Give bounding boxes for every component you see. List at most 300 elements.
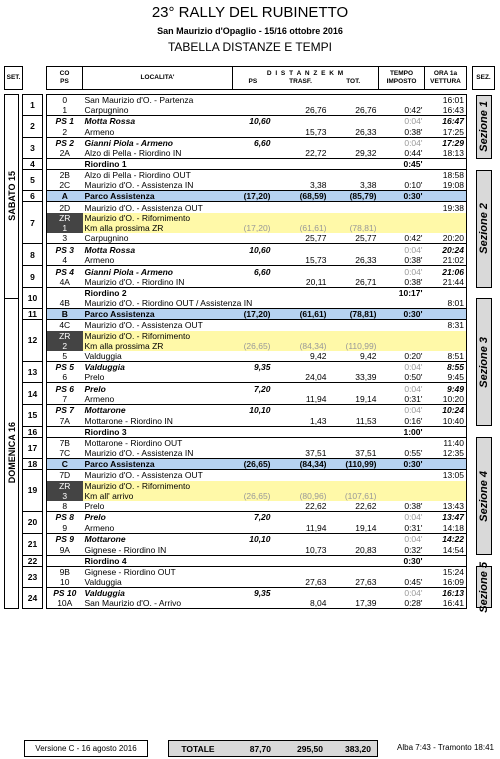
cell-tot <box>329 383 379 394</box>
cell-tot: 9,42 <box>359 350 377 361</box>
cell-cps: ZR <box>47 481 83 491</box>
cell-loc: Alzo di Pella - Riordino OUT <box>83 170 233 181</box>
table-row <box>5 298 495 309</box>
cell-ps <box>233 437 273 448</box>
cell-ps <box>233 277 273 288</box>
section-column <box>473 95 495 159</box>
cell-ora: 16:09 <box>425 577 467 588</box>
cell-tempo: 0:30' <box>379 458 425 469</box>
cell-ora: 16:43 <box>425 105 467 116</box>
cell-tras: 10,73 <box>305 544 327 555</box>
cell-tot <box>329 555 379 566</box>
cell-ps <box>233 394 273 405</box>
section-column <box>473 561 495 613</box>
cell-tras: (61,61) <box>273 223 329 233</box>
cell-ora: 17:25 <box>425 127 467 138</box>
set-number: 4 <box>23 159 43 170</box>
cell-tempo: 0:04' <box>379 587 425 598</box>
cell-tras <box>273 533 329 545</box>
cell-loc: Maurizio d'O. - Assistenza OUT <box>83 320 233 331</box>
table-row <box>5 127 495 138</box>
cell-loc: Maurizio d'O. - Riordino IN <box>84 277 185 287</box>
cell-ps: 6,60 <box>233 137 273 148</box>
cell-tras: (84,34) <box>273 341 329 351</box>
cell-ps: 7,20 <box>233 511 273 523</box>
cell-ora <box>425 331 467 341</box>
cell-ora: 8:55 <box>425 361 467 372</box>
cell-ps: 9,35 <box>233 361 273 372</box>
cell-ps <box>233 566 273 577</box>
cell-ps: (26,65) <box>233 341 273 351</box>
cell-ps: (26,65) <box>233 458 273 469</box>
cell-tras <box>273 511 329 523</box>
cell-tempo: 0:04' <box>379 266 425 278</box>
cell-cps: A <box>47 191 83 202</box>
cell-tras: 1,43 <box>309 415 327 426</box>
cell-ps <box>233 331 273 341</box>
cell-ps <box>233 426 273 437</box>
cell-tempo: 1:00' <box>379 426 425 437</box>
table-row <box>5 202 495 214</box>
cell-tras: 24,04 <box>305 372 327 383</box>
table-row <box>5 566 495 577</box>
cell-tras <box>273 587 329 598</box>
cell-ps <box>233 501 273 512</box>
version-box <box>24 740 148 757</box>
cell-ora <box>425 223 467 233</box>
cell-tempo <box>379 95 425 106</box>
cell-tot <box>329 533 379 545</box>
cell-cps <box>47 159 83 170</box>
set-number: 20 <box>23 511 43 533</box>
cell-tot <box>329 320 379 331</box>
cell-tempo <box>379 331 425 341</box>
cell-tras: 3,38 <box>309 180 327 190</box>
cell-tempo: 0:04' <box>379 511 425 523</box>
cell-ps: 9,35 <box>233 587 273 598</box>
cell-tras: 11,94 <box>305 522 327 533</box>
cell-tras: (61,61) <box>273 309 329 320</box>
cell-loc: Prelo <box>84 500 105 511</box>
col-distanze <box>233 67 379 90</box>
cell-tempo: 0:04' <box>379 404 425 415</box>
set-number: 3 <box>23 137 43 159</box>
cell-loc: Gignese - Riordino IN <box>84 544 167 555</box>
cell-cps <box>47 555 83 566</box>
cell-loc: Gignese - Riordino OUT <box>83 566 233 577</box>
cell-tempo <box>379 341 425 351</box>
cell-ora: 21:02 <box>425 255 467 266</box>
table-row <box>5 191 495 202</box>
cell-ps: (17,20) <box>233 191 273 202</box>
cell-ora: 10:20 <box>425 394 467 405</box>
cell-tot <box>329 426 379 437</box>
cell-loc: Valduggia <box>84 576 122 587</box>
cell-ora: 10:24 <box>425 404 467 415</box>
cell-tras: 9,42 <box>309 350 327 361</box>
section-label-box <box>476 437 492 555</box>
cell-loc: Carpugnino <box>84 105 129 115</box>
cell-loc: Maurizio d'O. - Rifornimento <box>83 331 233 341</box>
table-row <box>5 383 495 394</box>
cell-tot <box>329 361 379 372</box>
cell-cps: B <box>47 309 83 320</box>
cell-ps <box>233 148 273 159</box>
table-row <box>5 331 495 341</box>
cell-ora <box>425 309 467 320</box>
set-number: 17 <box>23 437 43 458</box>
set-number: 7 <box>23 202 43 244</box>
cell-ps <box>233 481 273 491</box>
cell-cps: 2A <box>47 148 83 159</box>
section-label-box <box>476 298 492 426</box>
set-number: 15 <box>23 404 43 426</box>
cell-tempo: 0:10' <box>404 180 423 190</box>
table-row <box>5 95 495 106</box>
cell-tempo <box>379 298 425 309</box>
cell-tempo: 0:50' <box>404 372 423 383</box>
cell-loc: Mottarone - Riordino IN <box>84 415 173 426</box>
cell-tras <box>273 426 329 437</box>
document-title: 23° RALLY DEL RUBINETTO <box>151 4 349 21</box>
cell-tras <box>273 116 329 127</box>
cell-tras: 15,73 <box>305 255 327 265</box>
cell-cps: 7A <box>47 416 83 427</box>
cell-cps: 8 <box>47 501 83 512</box>
cell-tot <box>329 481 379 491</box>
cell-ps <box>233 555 273 566</box>
cell-tot <box>329 511 379 523</box>
table-row <box>5 491 495 501</box>
cell-ora: 9:49 <box>425 383 467 394</box>
cell-tot <box>329 202 379 214</box>
cell-tempo: 0:28' <box>379 598 425 609</box>
cell-tot <box>329 331 379 341</box>
cell-tempo: 0:31' <box>404 393 423 404</box>
cell-ora: 16:47 <box>425 116 467 127</box>
cell-tras <box>273 213 329 223</box>
cell-loc: Mottarone - Riordino OUT <box>83 437 233 448</box>
cell-ora: 21:06 <box>425 266 467 278</box>
cell-tempo: 0:45' <box>379 159 425 170</box>
cell-ps <box>233 95 273 106</box>
set-number: 24 <box>23 587 43 608</box>
set-number: 9 <box>23 266 43 288</box>
cell-loc: Maurizio d'O. - Rifornimento <box>83 481 233 491</box>
cell-ora: 14:18 <box>425 523 467 534</box>
cell-tras <box>273 437 329 448</box>
cell-ora: 17:29 <box>425 137 467 148</box>
total-transfer-km: 295,50 <box>297 743 323 754</box>
cell-ps: (17,20) <box>233 223 273 233</box>
table-row <box>5 213 495 223</box>
cell-ora: 13:47 <box>425 511 467 523</box>
cell-tras: (68,59) <box>273 191 329 202</box>
cell-tempo <box>379 213 425 223</box>
set-number: 14 <box>23 383 43 405</box>
cell-cps: 10A <box>47 598 83 609</box>
cell-loc: Gianni Piola - Armeno <box>83 137 233 148</box>
set-number: 19 <box>23 469 43 511</box>
cell-loc: Prelo <box>83 383 233 394</box>
col-sez: SEZ. <box>473 67 495 90</box>
cell-ora: 18:58 <box>425 170 467 181</box>
set-number: 23 <box>23 566 43 587</box>
set-number: 10 <box>23 288 43 309</box>
cell-ora <box>425 491 467 501</box>
totals-box <box>168 740 378 757</box>
cell-ora: 10:40 <box>425 416 467 427</box>
cell-cps: 9A <box>47 545 83 556</box>
cell-loc: Carpugnino <box>84 233 129 243</box>
cell-tempo: 0:45' <box>404 576 423 587</box>
cell-ps: (17,20) <box>233 309 273 320</box>
cell-loc: Riordino 2 <box>83 288 233 299</box>
cell-cps: 4B <box>47 298 83 309</box>
trasf-label: TRASF. <box>289 78 312 85</box>
cell-loc: San Maurizio d'O. - Arrivo <box>83 598 233 609</box>
cell-tras <box>273 404 329 415</box>
cell-tot: 11,53 <box>355 415 377 426</box>
cell-tras: (80,96) <box>273 491 329 501</box>
cell-tras: 8,04 <box>273 598 329 609</box>
cell-tras: 20,11 <box>305 277 327 287</box>
cell-loc: Km all' arrivo <box>83 491 233 501</box>
cell-tot: (110,99) <box>329 458 379 469</box>
cell-tras: 25,77 <box>305 233 327 243</box>
cell-ora: 20:24 <box>425 244 467 256</box>
cell-tras <box>273 95 329 106</box>
cell-ora: 18:13 <box>425 148 467 159</box>
cell-tras <box>273 481 329 491</box>
cell-tras <box>273 383 329 394</box>
cell-tempo <box>379 202 425 214</box>
cell-tot: 19,14 <box>355 393 377 404</box>
cell-ora <box>425 191 467 202</box>
ps-label: PS <box>248 78 258 85</box>
sunday-label: DOMENICA 16 <box>6 422 17 484</box>
cell-ps <box>233 320 273 331</box>
col-set: SET. <box>5 67 23 90</box>
cell-loc: Mottarone <box>83 533 233 545</box>
cell-ps <box>233 598 273 609</box>
table-row <box>5 523 495 534</box>
version-label: Versione C - 16 agosto 2016 <box>35 744 137 753</box>
cell-tot <box>329 137 379 148</box>
table-row <box>5 458 495 469</box>
table-title: TABELLA DISTANZE E TEMPI <box>167 40 333 54</box>
table-row <box>5 598 495 609</box>
cell-ps <box>233 351 273 362</box>
cell-tras <box>273 361 329 372</box>
cell-tras <box>273 170 329 181</box>
cell-cps: ZR <box>47 331 83 341</box>
set-number: 18 <box>23 458 43 469</box>
cell-tot: 26,33 <box>355 126 377 137</box>
cell-loc: Km alla prossima ZR <box>83 223 233 233</box>
cell-cps: PS 9 <box>47 533 83 545</box>
table-row <box>5 394 495 405</box>
cell-tot <box>329 266 379 278</box>
cell-loc: Valduggia <box>83 587 233 598</box>
cell-loc: Armeno <box>84 393 115 404</box>
cell-loc: Maurizio d'O. - Riordino OUT / Assistenza IN <box>84 298 253 308</box>
cell-tempo: 0:38' <box>404 126 423 137</box>
cell-tempo: 0:38' <box>404 255 423 265</box>
cell-loc: Riordino 1 <box>83 159 233 170</box>
cell-tot: 29,32 <box>355 148 377 158</box>
cell-loc: Gianni Piola - Armeno <box>83 266 233 278</box>
cell-loc: Riordino 4 <box>83 555 233 566</box>
distanze-label: D I S T A N Z E K M <box>266 70 345 77</box>
table-row <box>5 437 495 448</box>
cell-ora: 11:40 <box>425 437 467 448</box>
cell-ora <box>425 288 467 299</box>
cell-tras: 27,63 <box>305 576 327 587</box>
cell-cps: 7D <box>47 469 83 481</box>
cell-tot: 26,76 <box>355 105 377 115</box>
cell-tras <box>273 244 329 256</box>
cell-ps <box>233 288 273 299</box>
cell-tras <box>273 266 329 278</box>
cell-tempo: 0:16' <box>404 415 423 426</box>
table-row <box>5 255 495 266</box>
cell-cps: 10 <box>47 577 83 588</box>
table-row <box>5 148 495 159</box>
cell-ora: 16:13 <box>425 587 467 598</box>
cell-cps: 0 <box>47 95 83 106</box>
table-row <box>5 309 495 320</box>
cell-tempo: 0:20' <box>404 350 423 361</box>
cell-loc: Motta Rossa <box>83 244 233 256</box>
section-column <box>473 170 495 288</box>
cell-cps: 2 <box>47 127 83 138</box>
cell-tot <box>329 298 379 309</box>
cell-ps: 10,10 <box>233 533 273 545</box>
cell-ora <box>425 481 467 491</box>
cell-ps <box>233 523 273 534</box>
cell-ora: 9:45 <box>425 372 467 383</box>
table-row <box>5 533 495 545</box>
table-row <box>5 501 495 512</box>
set-number: 13 <box>23 361 43 383</box>
table-row <box>5 416 495 427</box>
cell-cps: PS 1 <box>47 116 83 127</box>
day-column <box>5 95 19 299</box>
table-row <box>5 180 495 191</box>
sunrise-sunset: Alba 7:43 - Tramonto 18:41 <box>397 743 494 752</box>
cell-tras: (84,34) <box>273 458 329 469</box>
cell-loc: Maurizio d'O. - Rifornimento <box>83 213 233 223</box>
cell-cps: PS 4 <box>47 266 83 278</box>
cell-ps <box>233 213 273 223</box>
cell-loc: Alzo di Pella - Riordino IN <box>84 148 182 158</box>
cell-ora <box>425 458 467 469</box>
set-number: 16 <box>23 426 43 437</box>
cell-ora <box>425 555 467 566</box>
cell-loc: Maurizio d'O. - Assistenza OUT <box>83 202 233 214</box>
cell-tras: 15,73 <box>305 126 327 137</box>
table-row <box>5 372 495 383</box>
cell-tempo <box>379 170 425 181</box>
cell-tempo: 0:04' <box>379 244 425 256</box>
day-column <box>5 298 19 608</box>
cell-loc: Parco Assistenza <box>83 191 233 202</box>
cell-tot <box>329 566 379 577</box>
cell-cps: 1 <box>47 223 83 233</box>
table-row <box>5 511 495 523</box>
cell-ora: 13:43 <box>425 501 467 512</box>
cell-tempo: 0:04' <box>379 137 425 148</box>
cell-tot: 19,14 <box>355 522 377 533</box>
cell-ps: 6,60 <box>233 266 273 278</box>
cell-tempo: 0:04' <box>379 116 425 127</box>
cell-loc: Parco Assistenza <box>83 309 233 320</box>
cell-loc: Armeno <box>84 126 115 137</box>
table-row <box>5 233 495 244</box>
cell-tras <box>273 298 329 309</box>
cell-tempo: 0:04' <box>379 533 425 545</box>
table-row <box>5 137 495 148</box>
cell-ps <box>233 127 273 138</box>
cell-ora: 8:31 <box>425 320 467 331</box>
cell-ora: 16:41 <box>425 598 467 609</box>
cell-tras <box>273 202 329 214</box>
cell-loc: Prelo <box>84 372 105 383</box>
cell-cps: 2C <box>47 180 83 191</box>
cell-ps <box>233 180 273 191</box>
col-ora: ORA 1a VETTURA <box>425 67 467 90</box>
cell-tras: 37,51 <box>305 447 327 458</box>
cell-tempo: 0:38' <box>404 277 423 287</box>
cell-tempo: 0:30' <box>379 191 425 202</box>
set-number: 22 <box>23 555 43 566</box>
cell-loc: Valduggia <box>84 350 122 361</box>
cell-tot: 17,39 <box>329 598 379 609</box>
cell-ps <box>233 233 273 244</box>
cell-tot: 33,39 <box>355 372 377 383</box>
cell-tras: 26,76 <box>305 105 327 115</box>
cell-loc: Motta Rossa <box>83 116 233 127</box>
cell-tempo: 0:31' <box>404 522 423 533</box>
total-km: 383,20 <box>345 743 371 754</box>
cell-cps: 7 <box>47 394 83 405</box>
cell-tot <box>329 213 379 223</box>
cell-loc: Prelo <box>83 511 233 523</box>
cell-ps <box>233 372 273 383</box>
cell-ps: 10,10 <box>233 404 273 415</box>
table-row <box>5 341 495 351</box>
cell-ora <box>425 341 467 351</box>
cell-loc: Armeno <box>84 255 115 265</box>
table-row <box>5 277 495 288</box>
cell-tot: 3,38 <box>359 180 377 190</box>
cell-cps: 6 <box>47 372 83 383</box>
cell-ora: 16:01 <box>425 95 467 106</box>
table-row <box>5 170 495 181</box>
cell-ps <box>233 255 273 266</box>
section-label: Sezione 2 <box>477 203 490 254</box>
cell-ps <box>233 545 273 556</box>
cell-tras <box>273 288 329 299</box>
cell-tot: 25,77 <box>355 233 377 243</box>
cell-cps: 7C <box>47 448 83 459</box>
cell-tot <box>329 95 379 106</box>
cell-loc: Maurizio d'O. - Assistenza OUT <box>83 469 233 481</box>
cell-ora: 15:24 <box>425 566 467 577</box>
section-column <box>473 298 495 426</box>
cell-ps <box>233 202 273 214</box>
